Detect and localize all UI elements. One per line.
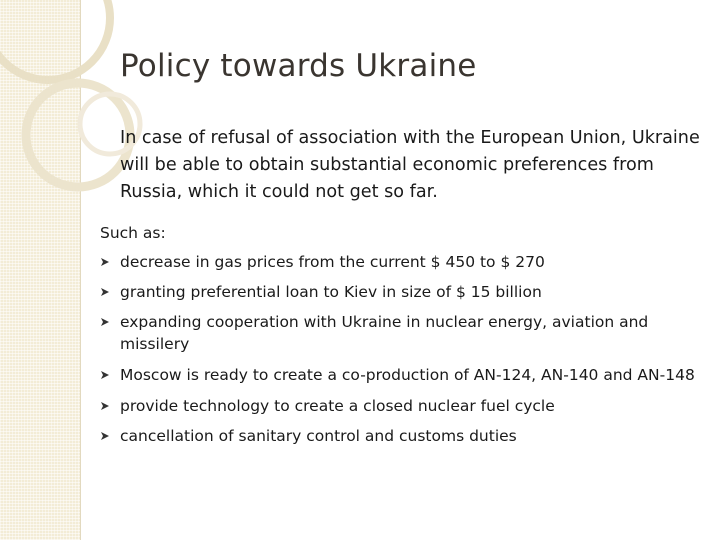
arrowhead-bullet-icon xyxy=(100,317,110,327)
list-item xyxy=(100,425,700,447)
list-item-text: provide technology to create a closed nuclear fuel cycle xyxy=(120,397,555,415)
bullet-list xyxy=(100,251,700,447)
arrowhead-bullet-icon xyxy=(100,370,110,380)
arrowhead-bullet-icon xyxy=(100,431,110,441)
page-title: Policy towards Ukraine xyxy=(120,48,477,84)
list-item-text: Moscow is ready to create a co-production of AN-124, AN-140 and AN-148 xyxy=(120,366,695,384)
arrowhead-bullet-icon xyxy=(100,287,110,297)
list-item-text: decrease in gas prices from the current $ 450 to $ 270 xyxy=(120,253,545,271)
list-item xyxy=(100,251,700,273)
list-item xyxy=(100,311,700,355)
arrowhead-bullet-icon xyxy=(100,257,110,267)
list-item-text: granting preferential loan to Kiev in size of $ 15 billion xyxy=(120,283,542,301)
such-as-label: Such as: xyxy=(100,224,166,242)
list-item xyxy=(100,364,700,386)
list-item xyxy=(100,281,700,303)
list-item xyxy=(100,395,700,417)
list-item-text: cancellation of sanitary control and customs duties xyxy=(120,427,517,445)
list-item-text: expanding cooperation with Ukraine in nuclear energy, aviation and missilery xyxy=(120,313,649,353)
arrowhead-bullet-icon xyxy=(100,401,110,411)
intro-paragraph: In case of refusal of association with the European Union, Ukraine will be able to obtain substantial economic preferences from Russia, which it could not get so far. xyxy=(120,128,700,202)
